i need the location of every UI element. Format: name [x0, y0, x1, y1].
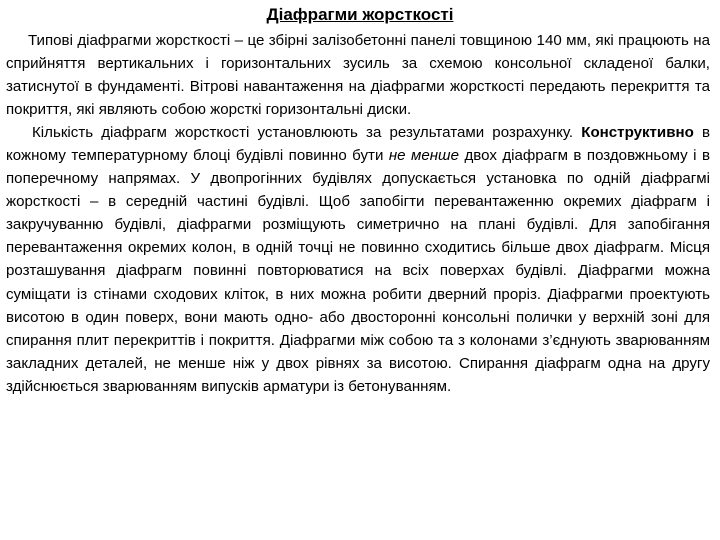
- paragraph-2-middle: в кожному температурному блоці будівлі повинно бути: [6, 124, 710, 165]
- paragraph-2-rest: двох діафрагм в поздовжньому і в поперечному напрямах. У двопрогінних будівлях допускається установка по одній діафрагмі жорсткості – в середній частині будівлі. Щоб запобігти перевантаженню окремих діафрагм і закручуванню будівлі, діафрагми розміщують симетрично на плані будівлі. Для запобігання перевантаження окремих колон, в одній точці не повинно сходитись більше двох діафрагм. Місця розташування діафрагм повинні повторюватися на всіх поверхах будівлі. Діафрагми можна суміщати із стінами сходових кліток, в них можна робити дверний проріз. Діафрагми проектують висотою в один поверх, вони мають одно- або двосторонні консольні полички у верхній зоні для спирання плит перекриттів і покриття. Діафрагми між собою та з колонами з’єднують зварюванням закладних деталей, не менше ніж у двох рівнях за висотою. Спирання діафрагм одна на другу здійснюється зварюванням випусків арматури із бетонуванням.: [6, 147, 710, 395]
- paragraph-2-bold-word: Конструктивно: [581, 124, 694, 142]
- document-body: [6, 29, 710, 398]
- paragraph-2-intro: Кількість діафрагм жорсткості установлюють за результатами розрахунку.: [32, 124, 574, 142]
- paragraph-2-italic-phrase: не менше: [388, 147, 459, 165]
- paragraph-2: [6, 121, 710, 398]
- paragraph-1: Типові діафрагми жорсткості – це збірні залізобетонні панелі товщиною 140 мм, які працюють на сприйняття вертикальних і горизонтальних зусиль за схемою консольної складеної балки, затиснутої в фундаменті. Вітрові навантаження на діафрагми жорсткості передають перекриття та покриття, які являють собою жорсткі горизонтальні диски.: [6, 32, 710, 119]
- document-title: Діафрагми жорсткості: [266, 5, 454, 24]
